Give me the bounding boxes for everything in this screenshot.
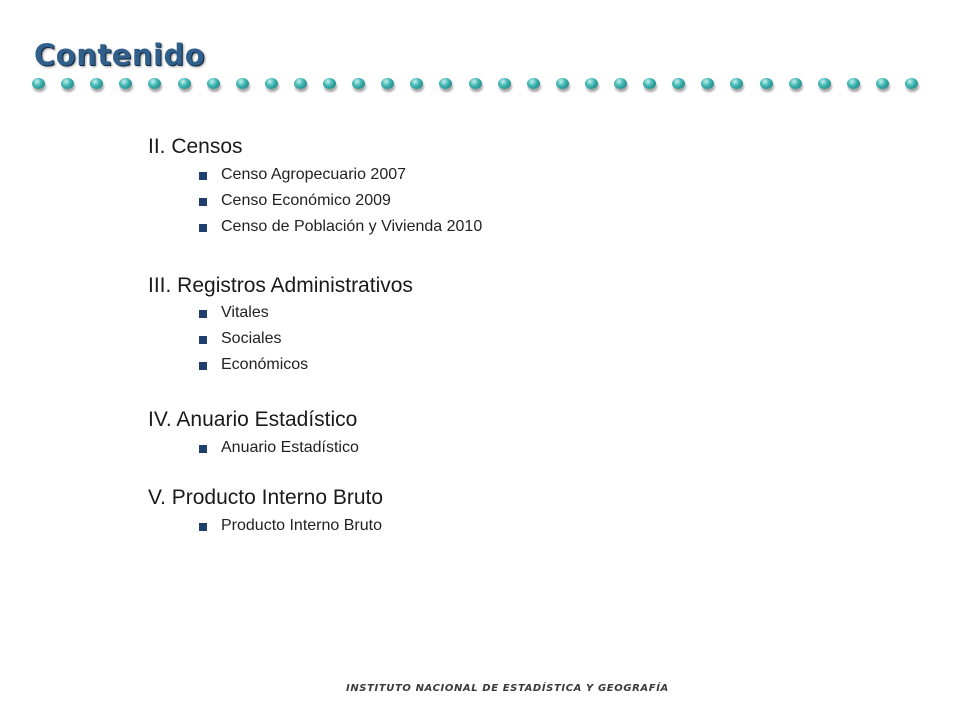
list-item [199,352,308,378]
list-item-label: Económicos [221,356,309,373]
square-bullet-icon [199,336,207,344]
square-bullet-icon [199,224,207,232]
divider-dot [323,78,336,89]
divider-dot [439,78,452,89]
divider-dot [672,78,685,89]
list-item-label: Producto Interno Bruto [221,517,382,534]
divider-dot [789,78,802,89]
square-bullet-icon [199,310,207,318]
dotted-divider [32,78,932,96]
list-item [199,300,308,326]
divider-dot [730,78,743,89]
divider-dot [32,78,45,89]
list-item-label: Censo Agropecuario 2007 [221,166,407,183]
divider-dot [585,78,598,89]
divider-dot [876,78,889,89]
section-censos [148,134,483,235]
list-item [199,326,308,352]
list-item [199,513,382,539]
divider-dot [90,78,103,89]
divider-dot [265,78,278,89]
square-bullet-icon [199,172,207,180]
section-heading: V. Producto Interno Bruto [148,486,384,509]
divider-dot [527,78,540,89]
divider-dot [119,78,132,89]
list-item-label: Censo Económico 2009 [221,192,391,209]
list-item-label: Sociales [221,330,282,347]
section-anuario [148,407,359,456]
section-items [199,513,382,539]
section-registros [148,273,413,373]
square-bullet-icon [199,523,207,531]
divider-dot [352,78,365,89]
section-heading: III. Registros Administrativos [148,274,413,297]
list-item [199,214,482,240]
divider-dot [556,78,569,89]
list-item-label: Anuario Estadístico [221,439,359,456]
section-heading: II. Censos [148,135,243,158]
page-title: Contenido [34,38,206,72]
divider-dot [410,78,423,89]
section-items [199,162,482,240]
square-bullet-icon [199,445,207,453]
divider-dot [236,78,249,89]
divider-dot [148,78,161,89]
divider-dot [643,78,656,89]
divider-dot [701,78,714,89]
list-item [199,188,482,214]
divider-dot [760,78,773,89]
section-pib [148,485,384,534]
divider-dot [498,78,511,89]
square-bullet-icon [199,198,207,206]
section-items [199,435,359,461]
list-item [199,162,482,188]
list-item-label: Vitales [221,304,269,321]
section-heading: IV. Anuario Estadístico [148,408,358,431]
divider-dot [614,78,627,89]
divider-dot [469,78,482,89]
divider-dot [61,78,74,89]
section-items [199,300,308,378]
divider-dot [207,78,220,89]
divider-dot [381,78,394,89]
divider-dot [294,78,307,89]
institution-footer: INSTITUTO NACIONAL DE ESTADÍSTICA Y GEOGRAFÍA [346,683,669,694]
divider-dot [905,78,918,89]
divider-dot [818,78,831,89]
square-bullet-icon [199,362,207,370]
list-item-label: Censo de Población y Vivienda 2010 [221,218,483,235]
divider-dot [847,78,860,89]
list-item [199,435,359,461]
divider-dot [178,78,191,89]
